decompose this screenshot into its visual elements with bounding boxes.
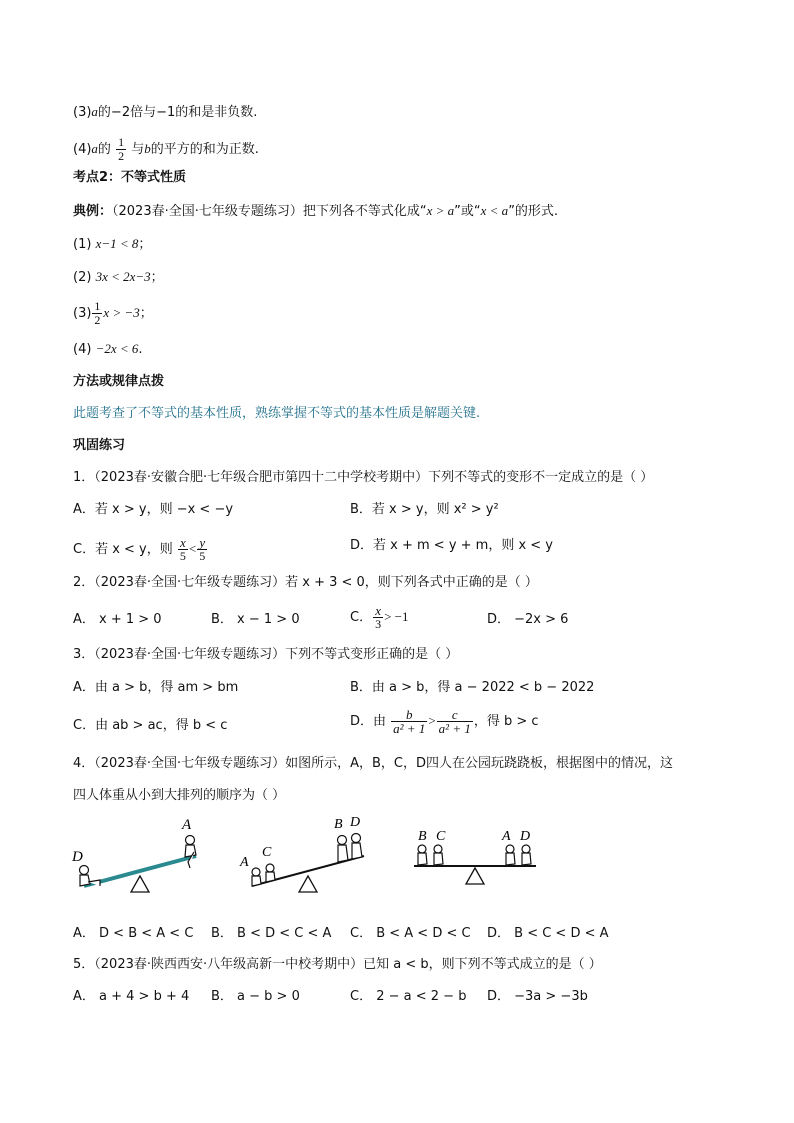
q3-d-frac1-den: a² + 1 bbox=[393, 721, 426, 736]
example-source: （2023春·全国·七年级专题练习）把下列各不等式化成“ bbox=[112, 204, 427, 219]
seesaw-1-label-high: A bbox=[182, 817, 192, 833]
q1-option-c-lt: < bbox=[188, 541, 197, 556]
q5-option-a[interactable]: A． a + 4 > b + 4 bbox=[73, 989, 190, 1004]
example-item-4-expr: −2x < 6 bbox=[95, 341, 139, 356]
example-item-3-frac-den: 2 bbox=[94, 313, 101, 327]
item-4-text2: 与 bbox=[131, 142, 145, 157]
example-line bbox=[73, 201, 558, 222]
item-4-frac-den: 2 bbox=[118, 149, 125, 163]
seesaw-3-person-d-icon bbox=[522, 845, 531, 865]
q3-option-d-label: D．由 bbox=[350, 714, 387, 729]
method-text: 此题考查了不等式的基本性质，熟练掌握不等式的基本性质是解题关键. bbox=[73, 406, 481, 421]
seesaw-1-pivot bbox=[131, 876, 149, 892]
example-label: 典例： bbox=[73, 204, 113, 219]
section-heading-kaodian: 考点2：不等式性质 bbox=[73, 170, 187, 185]
seesaw-figure-1 bbox=[70, 812, 210, 894]
method-heading: 方法或规律点拨 bbox=[73, 374, 165, 389]
seesaw-2-person-d-icon bbox=[352, 834, 363, 860]
q2-c-frac-num: x bbox=[373, 604, 383, 618]
q2-c-frac-den: 3 bbox=[375, 617, 382, 631]
item-4-var2: b bbox=[144, 141, 151, 156]
q2-option-c-frac bbox=[373, 604, 383, 631]
example-item-3-prefix: (3) bbox=[73, 306, 92, 321]
seesaw-3-label-r2: D bbox=[520, 829, 531, 844]
q1-option-c-frac2 bbox=[197, 536, 207, 563]
seesaw-2-label-high2: D bbox=[350, 815, 361, 830]
item-4-text1: 的 bbox=[97, 142, 111, 157]
q4-option-d[interactable]: D． B < C < D < A bbox=[487, 926, 609, 941]
q4-option-a[interactable]: A． D < B < A < C bbox=[73, 926, 194, 941]
example-item-2 bbox=[73, 267, 164, 288]
example-item-4-prefix: (4) bbox=[73, 342, 92, 357]
seesaw-3-pivot bbox=[466, 868, 484, 884]
q3-d-frac1-num: b bbox=[391, 708, 427, 722]
q2-option-b[interactable]: B． x − 1 > 0 bbox=[211, 612, 300, 627]
seesaw-2-label-low2: C bbox=[262, 845, 272, 860]
q3-option-c[interactable]: C．由 ab > ac，得 b < c bbox=[73, 718, 228, 733]
item-4-text3: 的平方的和为正数. bbox=[150, 142, 259, 157]
q3-option-d-post: ，得 b > c bbox=[473, 714, 539, 729]
q1-c-frac1-den: 5 bbox=[179, 549, 186, 563]
q2-option-c-label: C． bbox=[350, 610, 373, 625]
q4-option-c[interactable]: C． B < A < D < C bbox=[350, 926, 471, 941]
q3-d-frac2-num: c bbox=[437, 708, 473, 722]
example-item-1-expr: x−1 < 8 bbox=[95, 236, 139, 251]
seesaw-1-person-d-icon bbox=[80, 866, 101, 887]
seesaw-figure-3 bbox=[408, 820, 542, 890]
q3-option-a[interactable]: A．由 a > b，得 am > bm bbox=[73, 680, 239, 695]
q3-option-d-frac1 bbox=[391, 708, 427, 735]
example-form2: x < a bbox=[480, 203, 509, 218]
example-item-2-expr: 3x < 2x−3 bbox=[95, 269, 151, 284]
q5-stem: 5．（2023春·陕西西安·八年级高新一中校考期中）已知 a < b，则下列不等式成立的是（ ） bbox=[73, 957, 602, 972]
seesaw-1-person-a-icon bbox=[185, 836, 196, 869]
q5-option-d[interactable]: D． −3a > −3b bbox=[487, 989, 588, 1004]
example-item-3-fraction bbox=[92, 300, 102, 327]
seesaw-3-person-a-icon bbox=[506, 845, 515, 865]
item-3-text: 的−2倍与−1的和是非负数. bbox=[97, 105, 258, 120]
example-item-4 bbox=[73, 339, 143, 360]
seesaw-2-label-high1: B bbox=[334, 817, 343, 832]
seesaw-2-pivot bbox=[299, 876, 317, 892]
q1-option-c-frac1 bbox=[178, 536, 188, 563]
example-item-3-frac-num: 1 bbox=[94, 299, 101, 313]
q2-stem: 2．（2023春·全国·七年级专题练习）若 x + 3 < 0，则下列各式中正确的是（ ） bbox=[73, 575, 538, 590]
q3-d-frac2-den: a² + 1 bbox=[438, 721, 471, 736]
seesaw-2-person-a-icon bbox=[252, 868, 261, 886]
q2-option-c-post: > −1 bbox=[384, 609, 409, 624]
q3-option-d-frac2 bbox=[437, 708, 473, 735]
q1-option-a[interactable]: A．若 x > y，则 −x < −y bbox=[73, 502, 234, 517]
q5-option-b[interactable]: B． a − b > 0 bbox=[211, 989, 300, 1004]
q3-option-d-gt: > bbox=[428, 713, 436, 728]
q5-option-c[interactable]: C． 2 − a < 2 − b bbox=[350, 989, 467, 1004]
example-item-1-end: ； bbox=[138, 237, 152, 252]
seesaw-3-label-l1: B bbox=[418, 829, 427, 844]
seesaw-2-person-c-icon bbox=[266, 864, 275, 882]
seesaw-2-label-low1: A bbox=[240, 855, 249, 870]
example-item-1 bbox=[73, 234, 151, 255]
item-3-var: a bbox=[91, 104, 98, 119]
item-4 bbox=[73, 136, 259, 163]
q4-option-b[interactable]: B． B < D < C < A bbox=[211, 926, 332, 941]
q2-option-d[interactable]: D． −2x > 6 bbox=[487, 612, 569, 627]
q4-stem-line2: 四人体重从小到大排列的顺序为（ ） bbox=[73, 788, 286, 803]
seesaw-3-person-b-icon bbox=[418, 845, 427, 865]
example-item-3 bbox=[73, 300, 153, 327]
example-item-2-prefix: (2) bbox=[73, 270, 92, 285]
practice-heading: 巩固练习 bbox=[73, 438, 126, 453]
example-mid: ”或“ bbox=[454, 204, 481, 219]
example-item-3-end: ； bbox=[139, 306, 153, 321]
seesaw-3-label-r1: A bbox=[502, 829, 511, 844]
item-4-frac-num: 1 bbox=[118, 135, 125, 149]
seesaw-figure-2 bbox=[238, 812, 378, 894]
item-4-var: a bbox=[91, 141, 98, 156]
q3-option-d[interactable] bbox=[350, 708, 539, 735]
example-item-1-prefix: (1) bbox=[73, 237, 92, 252]
example-end: ”的形式. bbox=[508, 204, 559, 219]
item-3 bbox=[73, 102, 257, 123]
q1-option-d[interactable]: D．若 x + m < y + m，则 x < y bbox=[350, 538, 554, 553]
q1-stem: 1．（2023春·安徽合肥·七年级合肥市第四十二中学校考期中）下列不等式的变形不一定成立的是（ ） bbox=[73, 470, 654, 485]
q1-c-frac2-den: 5 bbox=[199, 549, 206, 563]
seesaw-3-label-l2: C bbox=[436, 829, 446, 844]
example-item-3-expr: x > −3 bbox=[103, 305, 140, 320]
item-4-prefix: (4) bbox=[73, 142, 92, 157]
item-4-fraction bbox=[116, 136, 126, 163]
q2-option-a[interactable]: A． x + 1 > 0 bbox=[73, 612, 162, 627]
example-item-4-end: . bbox=[138, 342, 143, 357]
q1-option-b[interactable]: B．若 x > y，则 x² > y² bbox=[350, 502, 499, 517]
seesaw-3-person-c-icon bbox=[434, 845, 443, 865]
q1-c-frac1-num: x bbox=[178, 536, 188, 550]
example-item-2-end: ； bbox=[150, 270, 164, 285]
q1-option-c-text: C．若 x < y，则 bbox=[73, 542, 173, 557]
q3-stem: 3．（2023春·全国·七年级专题练习）下列不等式变形正确的是（ ） bbox=[73, 647, 459, 662]
q3-option-b[interactable]: B．由 a > b，得 a − 2022 < b − 2022 bbox=[350, 680, 595, 695]
q2-option-c[interactable] bbox=[350, 604, 409, 631]
q1-option-c[interactable] bbox=[73, 536, 208, 563]
item-3-prefix: (3) bbox=[73, 105, 92, 120]
seesaw-1-label-low: D bbox=[72, 849, 83, 865]
q1-c-frac2-num: y bbox=[197, 536, 207, 550]
q4-stem-line1: 4．（2023春·全国·七年级专题练习）如图所示，A，B，C，D四人在公园玩跷跷板，根据图中的情况，这 bbox=[73, 756, 674, 771]
seesaw-2-person-b-icon bbox=[338, 836, 349, 863]
example-form1: x > a bbox=[426, 203, 455, 218]
